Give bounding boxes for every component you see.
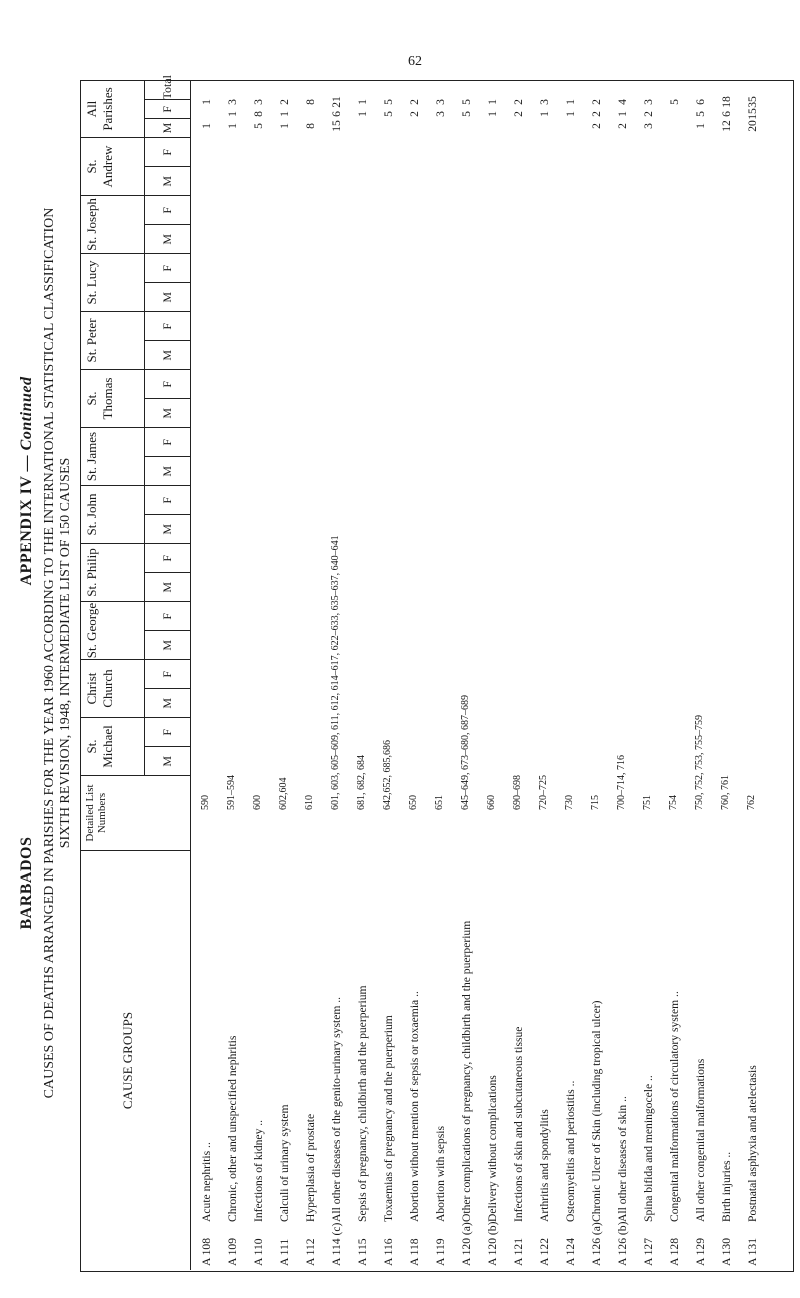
table-row: [588, 80, 607, 1270]
row-cause: Spina bifida and meningocele ..: [642, 1075, 655, 1222]
table-row: [406, 80, 425, 1270]
header-parish-4: [80, 485, 190, 543]
row-cause: Abortion without mention of sepsis or toxaemia ..: [408, 991, 421, 1222]
row-total-t: 2: [278, 99, 291, 105]
row-detailed-list: 690–698: [512, 775, 523, 810]
row-cause: Acute nephritis ..: [200, 1142, 213, 1222]
row-code: A 121: [512, 1237, 525, 1266]
table-rotated: [80, 74, 792, 1270]
row-total-f: 5: [694, 111, 707, 117]
row-code: A 130: [720, 1237, 733, 1266]
row-total-t: 2: [408, 99, 421, 105]
header-parish-name: St. James: [84, 431, 99, 482]
table-row: [718, 80, 737, 1270]
continued-label: — Continued: [18, 376, 35, 472]
table-row: [458, 80, 477, 1270]
table-row: [354, 80, 373, 1270]
header-m: M: [144, 457, 190, 486]
row-total-t: 1: [564, 99, 577, 105]
country-label: BARBADOS: [18, 836, 35, 930]
row-total-f: 1: [278, 111, 291, 117]
row-detailed-list: 642,652, 685,686: [382, 740, 393, 810]
row-code: A 127: [642, 1237, 655, 1266]
header-parish-9: [80, 195, 190, 253]
row-total-t: 2: [590, 99, 603, 105]
header-m: M: [144, 283, 190, 312]
header-parish-5: [80, 427, 190, 485]
row-code: A 111: [278, 1238, 291, 1266]
row-total-m: 3: [642, 123, 655, 129]
header-m: M: [144, 573, 190, 602]
row-code: A 114 (c): [330, 1222, 343, 1266]
row-total-m: 2: [616, 123, 629, 129]
row-code: A 128: [668, 1237, 681, 1266]
row-cause: All other congenital malformations: [694, 1058, 707, 1222]
table-row: [484, 80, 503, 1270]
table-row: [198, 80, 217, 1270]
header-f: F: [144, 602, 191, 631]
row-cause: Infections of kidney ..: [252, 1119, 265, 1222]
row-total-t: 3: [538, 99, 551, 105]
row-total-t: 5: [668, 99, 681, 105]
header-f: F: [144, 718, 191, 747]
table-row: [276, 80, 295, 1270]
table-row: [432, 80, 451, 1270]
header-m: M: [144, 515, 190, 544]
row-detailed-list: 600: [252, 795, 263, 810]
row-total-m: 1: [226, 123, 239, 129]
row-code: A 126 (b): [616, 1221, 629, 1266]
row-total-m: 12: [720, 120, 733, 132]
row-total-t: 18: [720, 96, 733, 108]
header-parish-name: All Parishes: [84, 87, 115, 131]
row-total-t: 1: [486, 99, 499, 105]
row-detailed-list: 730: [564, 795, 575, 810]
row-detailed-list: 591–594: [226, 775, 237, 810]
row-detailed-list: 750, 752, 753, 755–759: [694, 715, 705, 810]
row-total-m: 2: [590, 123, 603, 129]
row-detailed-list: 650: [408, 795, 419, 810]
row-detailed-list: 590: [200, 795, 211, 810]
row-total-f: 5: [460, 111, 473, 117]
row-code: A 118: [408, 1238, 421, 1266]
row-detailed-list: 660: [486, 795, 497, 810]
row-cause: Chronic Ulcer of Skin (including tropical ulcer): [590, 1000, 603, 1222]
table-row: [614, 80, 633, 1270]
row-total-t: 1: [200, 99, 213, 105]
row-total-f: 2: [512, 111, 525, 117]
row-detailed-list: 715: [590, 795, 601, 810]
row-detailed-list: 610: [304, 795, 315, 810]
row-total-f: 2: [642, 111, 655, 117]
row-code: A 112: [304, 1238, 317, 1266]
table-row: [380, 80, 399, 1270]
row-total-m: 1: [278, 123, 291, 129]
table-row: [328, 80, 347, 1270]
row-cause: Delivery without complications: [486, 1075, 499, 1222]
header-f: F: [144, 100, 190, 118]
header-parish-2: [80, 601, 190, 659]
row-total-t: 1: [356, 99, 369, 105]
row-detailed-list: 645–649, 673–680, 687–689: [460, 695, 471, 810]
row-code: A 119: [434, 1238, 447, 1266]
header-parish-name: St. Andrew: [84, 145, 115, 188]
row-total-m: 1: [694, 123, 707, 129]
row-cause: Postnatal asphyxia and atelectasis: [746, 1065, 759, 1222]
row-total-f: 1: [538, 111, 551, 117]
row-total-f: 6: [720, 111, 733, 117]
row-code: A 109: [226, 1237, 239, 1266]
row-detailed-list: 681, 682, 684: [356, 755, 367, 810]
page-title: [18, 8, 36, 1298]
header-m: M: [144, 167, 190, 196]
row-code: A 120 (a): [460, 1222, 473, 1266]
title-revision: SIXTH REVISION, 1948, INTERMEDIATE LIST OF 150 CAUSES: [58, 457, 73, 849]
row-total-m: 15: [330, 120, 343, 132]
header-parish-3: [80, 543, 190, 601]
table-row: [224, 80, 243, 1270]
row-total-t: 4: [616, 99, 629, 105]
header-m: M: [144, 631, 190, 660]
header-m: M: [144, 225, 190, 254]
header-parish-0: [80, 717, 190, 775]
row-total-t: 2: [512, 99, 525, 105]
header-parish-7: [80, 311, 190, 369]
row-total-t: 3: [226, 99, 239, 105]
header-cause-groups: [80, 850, 190, 1270]
table-header: [80, 74, 191, 1270]
row-total-m: 8: [304, 123, 317, 129]
row-code: A 110: [252, 1238, 265, 1266]
row-cause: Hyperplasia of prostate: [304, 1113, 317, 1222]
row-cause: All other diseases of skin ..: [616, 1096, 629, 1222]
header-parish-name: St. Peter: [84, 318, 99, 363]
header-m: M: [144, 689, 190, 718]
header-parish-name: St. Michael: [84, 725, 115, 768]
row-detailed-list: 754: [668, 795, 679, 810]
title-cause: CAUSES OF DEATHS ARRANGED IN PARISHES FOR THE YEAR 1960 ACCORDING TO THE INTERNATIONAL STATISTICAL CLASSIFICATION: [42, 207, 57, 1099]
header-parish-name: St. Lucy: [84, 260, 99, 305]
row-total-f: 5: [382, 111, 395, 117]
row-total-f: 3: [434, 111, 447, 117]
table-row: [692, 80, 711, 1270]
page-number: 62: [408, 54, 422, 69]
row-total-t: 3: [434, 99, 447, 105]
header-parish-name: Christ Church: [84, 669, 115, 708]
header-parish-8: [80, 253, 190, 311]
table-row: [536, 80, 555, 1270]
header-m: M: [144, 118, 190, 137]
row-detailed-list: 601, 603, 605–609, 611, 612, 614–617, 622–633, 635–637, 640–641: [330, 535, 341, 810]
header-detailed-list: [80, 775, 190, 850]
header-f: F: [144, 544, 191, 573]
table-row: [302, 80, 321, 1270]
row-code: A 116: [382, 1238, 395, 1266]
row-detailed-list: 762: [746, 795, 757, 810]
row-cause: All other diseases of the genito-urinary system ..: [330, 996, 343, 1222]
row-total-f: 1: [486, 111, 499, 117]
row-total-f: 1: [226, 111, 239, 117]
header-f: F: [144, 370, 191, 399]
row-cause: Congenital malformations of circulatory system ..: [668, 991, 681, 1222]
header-m: M: [144, 747, 190, 776]
row-code: A 129: [694, 1237, 707, 1266]
header-m: M: [144, 399, 190, 428]
header-f: F: [144, 486, 191, 515]
header-parish-name: St. Joseph: [84, 198, 99, 251]
header-parish-name: St. Thomas: [84, 377, 115, 420]
row-code: A 122: [538, 1237, 551, 1266]
header-parish-1: [80, 659, 190, 717]
row-total-f: 15: [746, 108, 759, 120]
row-total-t: 8: [304, 99, 317, 105]
row-code: A 126 (a): [590, 1222, 603, 1266]
row-total-f: 1: [564, 111, 577, 117]
row-code: A 131: [746, 1237, 759, 1266]
row-code: A 115: [356, 1238, 369, 1266]
header-f: F: [144, 196, 191, 225]
row-total-t: 6: [694, 99, 707, 105]
page-title-block: [18, 8, 74, 1298]
header-parish-11: [80, 74, 190, 137]
row-cause: Osteomyelitis and periostitis ..: [564, 1080, 577, 1222]
row-total-f: 1: [616, 111, 629, 117]
row-total-f: 8: [252, 111, 265, 117]
row-cause: Other complications of pregnancy, childbirth and the puerperium: [460, 920, 473, 1222]
row-detailed-list: 720–725: [538, 775, 549, 810]
row-code: A 108: [200, 1237, 213, 1266]
row-code: A 124: [564, 1237, 577, 1266]
row-total-t: 5: [382, 99, 395, 105]
row-detailed-list: 651: [434, 795, 445, 810]
row-total-f: 1: [356, 111, 369, 117]
row-cause: Abortion with sepsis: [434, 1126, 447, 1222]
row-total-m: 5: [252, 123, 265, 129]
row-total-t: 5: [460, 99, 473, 105]
row-cause: Chronic, other and unspecified nephritis: [226, 1035, 239, 1222]
header-parish-name: St. Philip: [84, 548, 99, 597]
row-detailed-list: 751: [642, 795, 653, 810]
row-cause: Birth injuries ..: [720, 1151, 733, 1222]
table-row: [510, 80, 529, 1270]
row-cause: Toxaemias of pregnancy and the puerperium: [382, 1015, 395, 1222]
row-cause: Sepsis of pregnancy, childbirth and the puerperium: [356, 985, 369, 1222]
header-f: F: [144, 660, 191, 689]
header-cause-groups-label: CAUSE GROUPS: [120, 1011, 135, 1110]
header-f: F: [144, 312, 191, 341]
appendix-title: APPENDIX IV: [18, 475, 35, 586]
row-detailed-list: 700–714, 716: [616, 755, 627, 810]
row-cause: Calculi of urinary system: [278, 1104, 291, 1222]
row-total-m: 1: [200, 123, 213, 129]
header-parish-name: St. George: [84, 602, 99, 659]
header-parish-10: [80, 137, 190, 195]
header-parish-name: St. John: [84, 493, 99, 536]
row-total-f: 6: [330, 111, 343, 117]
row-detailed-list: 602,604: [278, 777, 289, 810]
row-total-f: 2: [590, 111, 603, 117]
header-f: F: [144, 138, 191, 167]
row-cause: Arthritis and spondylitis: [538, 1109, 551, 1222]
row-code: A 120 (b): [486, 1221, 499, 1266]
header-parish-6: [80, 369, 190, 427]
header-m: M: [144, 341, 190, 370]
table-row: [666, 80, 685, 1270]
row-detailed-list: 760, 761: [720, 775, 731, 810]
row-total-t: 3: [252, 99, 265, 105]
header-detailed-list-label: Detailed List Numbers: [84, 784, 108, 842]
table-row: [744, 80, 763, 1270]
row-total-t: 21: [330, 96, 343, 108]
header-total: Total: [144, 81, 191, 99]
row-total-f: 2: [408, 111, 421, 117]
table-row: [640, 80, 659, 1270]
header-f: F: [144, 254, 191, 283]
table-row: [562, 80, 581, 1270]
header-f: F: [144, 428, 191, 457]
table-row: [250, 80, 269, 1270]
row-total-t: 3: [642, 99, 655, 105]
row-total-m: 20: [746, 120, 759, 132]
row-cause: Infections of skin and subcutaneous tissue: [512, 1026, 525, 1222]
row-total-t: 35: [746, 96, 759, 108]
